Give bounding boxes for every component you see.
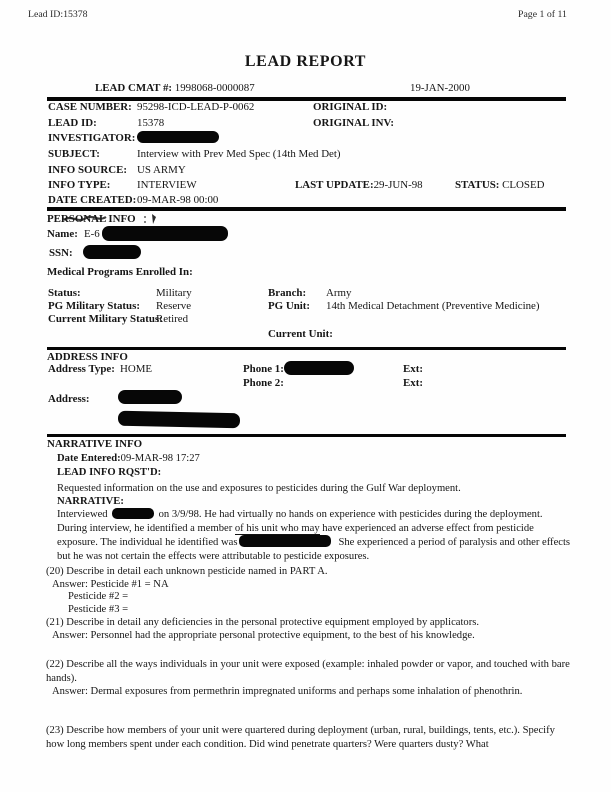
question-21: (21) Describe in detail any deficiencies in the personal protective equipment employed by applicators.	[46, 616, 480, 628]
phone1-label: Phone 1:	[243, 363, 284, 375]
redaction-bar-name	[102, 226, 228, 241]
section-divider	[47, 97, 566, 101]
narrative-text: Interviewed	[57, 509, 108, 520]
lead-id-label: LEAD ID:	[48, 116, 97, 129]
address-label: Address:	[48, 393, 90, 405]
branch-label: Branch:	[268, 287, 307, 299]
branch-value: Army	[326, 287, 352, 299]
answer-22: Answer: Dermal exposures from permethrin impregnated uniforms and perhaps some inhalation of phenothrin.	[52, 686, 523, 697]
answer-21: Answer: Personnel had the appropriate personal protective equipment, to the best of his knowledge.	[52, 629, 475, 641]
pg-mil-status-value: Reserve	[156, 300, 192, 312]
name-grade-value: E-6	[84, 228, 100, 240]
narrative-label: NARRATIVE:	[57, 496, 124, 507]
pg-mil-status-label: PG Military Status:	[48, 300, 140, 312]
ext1-label: Ext:	[403, 363, 423, 375]
question-block-22	[46, 658, 570, 699]
current-mil-status-label: Current Military Status:	[48, 313, 163, 325]
redaction-bar-narrative-1	[112, 508, 154, 519]
answer-20-2: Pesticide #2 =	[68, 591, 129, 603]
date-entered-row	[57, 453, 200, 464]
address-type-row	[46, 363, 586, 377]
status-pair	[455, 179, 544, 191]
last-update-label: LAST UPDATE:	[295, 178, 374, 191]
phone2-label: Phone 2:	[243, 377, 284, 389]
redaction-bar-narrative-2	[239, 535, 331, 547]
redaction-bar-investigator	[137, 131, 219, 143]
subject-value: Interview with Prev Med Spec (14th Med Det)	[137, 148, 341, 160]
info-source-row	[47, 164, 587, 178]
lead-id-row	[47, 117, 587, 131]
ssn-row	[46, 247, 586, 261]
answer-20-3: Pesticide #3 =	[68, 604, 129, 616]
last-update-pair	[295, 179, 423, 191]
question-block-23	[46, 724, 570, 751]
date-created-value: 09-MAR-98 00:00	[137, 193, 219, 206]
status-row	[46, 287, 586, 301]
status-value: CLOSED	[502, 178, 545, 191]
page-number: Page 1 of 11	[518, 9, 567, 20]
narrative-info-heading: NARRATIVE INFO	[47, 438, 143, 450]
investigator-label: INVESTIGATOR:	[48, 131, 136, 144]
redaction-bar-address-1	[118, 390, 182, 404]
case-number-label: CASE NUMBER:	[48, 101, 132, 113]
subject-label: SUBJECT:	[48, 148, 100, 160]
original-inv-label: ORIGINAL INV:	[313, 116, 394, 129]
original-id-label: ORIGINAL ID:	[313, 101, 388, 113]
ssn-label: SSN:	[49, 247, 73, 259]
report-title: LEAD REPORT	[244, 53, 367, 70]
medical-programs-label: Medical Programs Enrolled In:	[47, 266, 193, 278]
subject-row	[47, 148, 587, 162]
pg-unit-value: 14th Medical Detachment (Preventive Medicine)	[326, 300, 540, 312]
investigator-row	[47, 132, 587, 146]
personal-info-heading: PERSONAL INFO	[47, 213, 136, 225]
case-number-value: 95298-ICD-LEAD-P-0062	[137, 101, 255, 113]
redaction-bar-ssn	[83, 245, 141, 259]
narrative-underlined-text: of his unit who may	[234, 522, 320, 534]
question-23: (23) Describe how members of your unit were quartered during deployment (urban, rural, buildings, tents, etc.). Specify how long members spent under each condition. Did wind penetrate quarters? Were quarters dusty? What	[46, 725, 555, 750]
redaction-bar-address-2	[118, 411, 240, 429]
question-block-20-21	[46, 566, 574, 642]
lead-id-value: 15378	[137, 116, 165, 129]
date-entered-value: 09-MAR-98 17:27	[120, 453, 200, 464]
current-mil-status-value: Retired	[156, 313, 189, 325]
mil-status-label: Status:	[48, 287, 81, 299]
name-row	[46, 228, 586, 242]
lead-info-rqstd-label: LEAD INFO RQST'D:	[57, 467, 162, 478]
narrative-text: on 3/9/98. He had virtually no hands on experience with pesticides during the deployment. During interview, he identified a member	[57, 509, 543, 534]
cmat-row	[95, 82, 255, 94]
cmat-value: 1998068-0000087	[174, 82, 255, 94]
narrative-text: have experienced an adverse effect from pesticide exposure. The individual he identified was	[57, 522, 534, 548]
question-20: (20) Describe in detail each unknown pesticide named in PART A.	[46, 566, 328, 577]
case-number-row	[47, 101, 587, 115]
redaction-bar-phone1	[284, 361, 354, 375]
address-type-label: Address Type:	[48, 363, 115, 375]
info-source-label: INFO SOURCE:	[48, 163, 127, 176]
name-label: Name:	[47, 228, 78, 240]
section-divider	[47, 347, 566, 350]
pg-unit-label: PG Unit:	[268, 300, 311, 312]
mil-status-value: Military	[156, 287, 192, 299]
info-type-value: INTERVIEW	[137, 178, 197, 191]
date-entered-label: Date Entered:	[57, 453, 121, 464]
question-22: (22) Describe all the ways individuals in your unit were exposed (example: inhaled powder or vapor, and touched with bare hands).	[46, 659, 570, 684]
current-unit-row	[46, 328, 586, 342]
info-type-label: INFO TYPE:	[48, 178, 111, 191]
lead-info-rqstd-text: Requested information on the use and exposures to pesticides during the Gulf War deployment.	[57, 483, 461, 494]
address-info-heading: ADDRESS INFO	[47, 351, 128, 363]
pg-military-row	[46, 300, 586, 314]
narrative-paragraph	[57, 508, 573, 563]
last-update-value: 29-JUN-98	[373, 178, 423, 191]
info-type-row	[47, 179, 587, 193]
lead-id-header: Lead ID:15378	[28, 9, 88, 20]
pen-scribble	[56, 211, 166, 227]
narrative-text: She experienced a period of paralysis and other effects but he was not certain the effects were attributable to pesticide exposures.	[57, 537, 571, 562]
address-type-value: HOME	[120, 363, 153, 375]
report-date: 19-JAN-2000	[410, 82, 470, 94]
info-source-value: US ARMY	[137, 163, 186, 176]
current-military-row	[46, 313, 586, 327]
date-created-row	[47, 194, 587, 208]
phone2-row	[46, 377, 586, 391]
section-divider	[47, 207, 566, 211]
current-unit-label: Current Unit:	[268, 328, 333, 340]
status-label: STATUS:	[455, 178, 500, 191]
ext2-label: Ext:	[403, 377, 423, 389]
date-created-label: DATE CREATED:	[48, 193, 137, 206]
answer-20-1: Answer: Pesticide #1 = NA	[52, 578, 169, 590]
section-divider	[47, 434, 566, 437]
cmat-label: LEAD CMAT #:	[95, 82, 173, 94]
